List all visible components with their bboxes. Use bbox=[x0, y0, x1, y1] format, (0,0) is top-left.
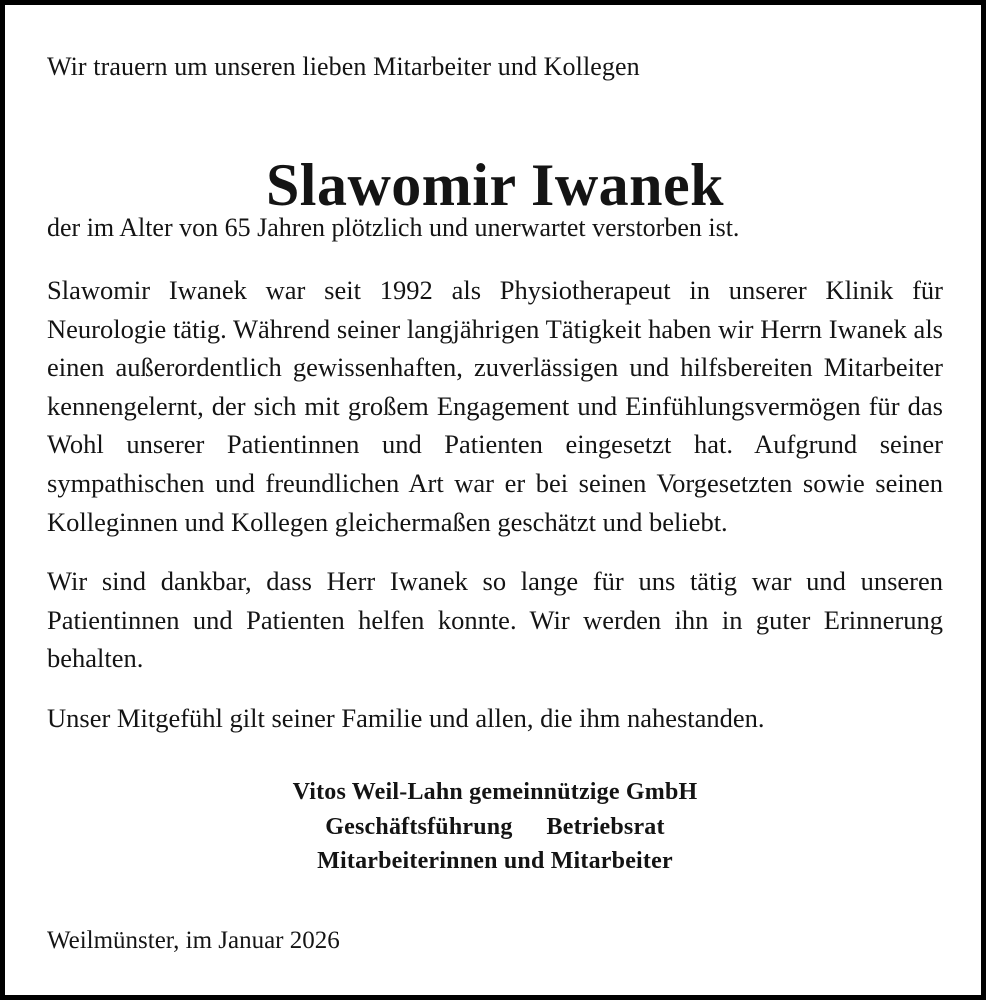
signature-role-works-council: Betriebsrat bbox=[546, 813, 665, 840]
age-and-passing-line: der im Alter von 65 Jahren plötzlich und unerwartet verstorben ist. bbox=[47, 213, 740, 242]
footer-place-and-date: Weilmünster, im Januar 2026 bbox=[47, 927, 340, 954]
signature-role-management: Geschäftsführung bbox=[325, 813, 513, 840]
signature-block bbox=[47, 775, 943, 879]
body-paragraph-career: Slawomir Iwanek war seit 1992 als Physiotherapeut in unserer Klinik für Neurologie tätig. Während seiner langjährigen Tätigkeit haben wir Herrn Iwanek als einen außerordentlich gewissenhaften, zuverlässigen und hilfsbereiten Mitarbeiter kennengelernt, der sich mit großem Engagement und Einfühlungsvermögen für das Wohl unserer Patientinnen und Patienten eingesetzt hat. Aufgrund seiner sympathischen und freundlichen Art war er bei seinen Vorgesetzten sowie seinen Kolleginnen und Kollegen gleichermaßen geschätzt und beliebt. bbox=[47, 275, 943, 537]
deceased-name: Slawomir Iwanek bbox=[265, 152, 725, 219]
signature-organization: Vitos Weil-Lahn gemeinnützige GmbH bbox=[292, 779, 698, 805]
signature-roles-line bbox=[47, 810, 943, 845]
body-paragraph-condolence: Unser Mitgefühl gilt seiner Familie und allen, die ihm nahestanden. bbox=[47, 702, 765, 733]
signature-staff: Mitarbeiterinnen und Mitarbeiter bbox=[317, 848, 673, 874]
body-paragraph-gratitude: Wir sind dankbar, dass Herr Iwanek so lange für uns tätig war und unseren Patientinnen und Patienten helfen konnte. Wir werden ihn in guter Erinnerung behalten. bbox=[47, 566, 943, 674]
obituary-body bbox=[47, 271, 943, 738]
notice-content-area bbox=[47, 5, 943, 995]
opening-line: Wir trauern um unseren lieben Mitarbeiter und Kollegen bbox=[47, 52, 640, 81]
